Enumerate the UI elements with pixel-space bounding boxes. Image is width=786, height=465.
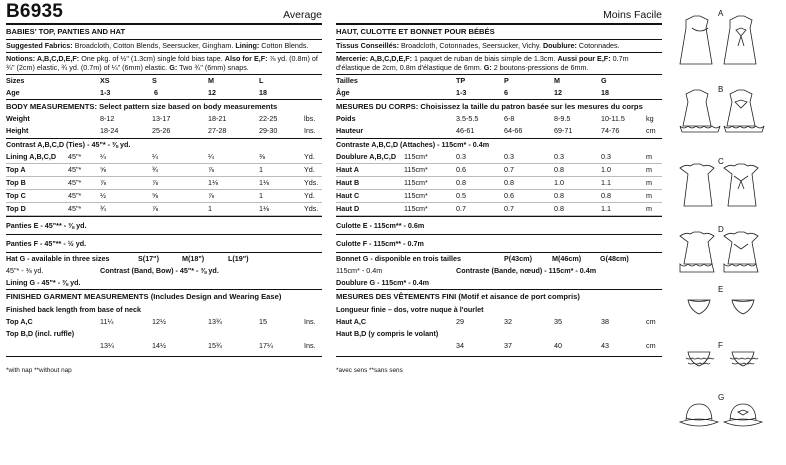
sizes-row-fr: Tailles TP P M G bbox=[336, 75, 607, 85]
hat-row: Hat G - available in three sizes S(17") M(18") L(19") bbox=[6, 254, 249, 264]
hat-row-fr: Bonnet G - disponible en trois tailles P(43cm) M(46cm) G(48cm) bbox=[336, 254, 629, 264]
fabric-label: Doublure A,B,C,D bbox=[336, 152, 397, 162]
footnote-fr: *avec sens **sans sens bbox=[336, 366, 403, 374]
fabric-row bbox=[6, 177, 322, 189]
hat-fabric-row-fr: 115cm* - 0.4m Contraste (Bande, nœud) - 115cm* - 0.4m bbox=[336, 266, 597, 276]
top-bd-label-row: Top B,D (incl. ruffle) bbox=[6, 328, 75, 338]
fabric-unit: Yd. bbox=[304, 165, 315, 175]
panties-e: Panties E - 45"** - ⅜ yd. bbox=[6, 221, 87, 231]
fabric-row bbox=[336, 203, 662, 215]
fabric-width: 115cm* bbox=[404, 204, 428, 214]
fabric-row bbox=[6, 164, 322, 176]
fabric-amount: ¾ bbox=[100, 204, 106, 214]
fabric-width: 115cm* bbox=[404, 191, 428, 201]
fabric-width: 45"* bbox=[68, 152, 82, 162]
fabric-width: 45"* bbox=[68, 178, 82, 188]
title-bar-fr bbox=[336, 0, 662, 22]
view-label-d: D bbox=[718, 225, 724, 234]
body-measurements-title-fr: MESURES DU CORPS: Choisissez la taille du patron basée sur les mesures du corps bbox=[336, 101, 643, 111]
view-illustrations bbox=[672, 0, 786, 465]
notions-fr: Mercerie: A,B,C,D,E,F: 1 paquet de ruban de biais simple de 1.3cm. Aussi pour E,F: 0.7m d'élastique de 2cm, 0.8m d'élastique de 6mm. G: 2 boutons-pressions de 6mm. bbox=[336, 53, 629, 72]
fabric-amount: ⅞ bbox=[100, 178, 106, 188]
fabric-label: Haut D bbox=[336, 204, 360, 214]
fabric-label: Top B bbox=[6, 178, 26, 188]
fabric-amount: 0.7 bbox=[504, 204, 514, 214]
height-row-fr: Hauteur 46-61 64-66 69-71 74-76 cm bbox=[336, 126, 656, 136]
fabric-amount: ⅝ bbox=[152, 191, 158, 201]
fabric-unit: m bbox=[646, 152, 652, 162]
view-label-g: G bbox=[718, 393, 725, 402]
finished-title: FINISHED GARMENT MEASUREMENTS (Includes Design and Wearing Ease) bbox=[6, 292, 282, 302]
garment-title-fr: HAUT, CULOTTE ET BONNET POUR BÉBÉS bbox=[336, 27, 495, 36]
view-c-illustration bbox=[680, 157, 758, 206]
fabric-amount: 1.0 bbox=[554, 178, 564, 188]
fabric-amount: ⅜ bbox=[259, 152, 265, 162]
fabric-amount: 1 bbox=[259, 191, 263, 201]
fabric-amount: 0.3 bbox=[504, 152, 514, 162]
weight-row-fr: Poids 3.5-5.5 6-8 8-9.5 10-11.5 kg bbox=[336, 114, 654, 124]
fabric-amount: 0.7 bbox=[504, 165, 514, 175]
fabric-amount: 0.8 bbox=[504, 178, 514, 188]
fabric-unit: Yds. bbox=[304, 204, 319, 214]
fabric-amount: 0.5 bbox=[456, 191, 466, 201]
suggested-fabrics-fr: Tissus Conseillés: Broadcloth, Cotonnades, Seersucker, Vichy. Doublure: Cotonnades. bbox=[336, 40, 620, 50]
difficulty-label-fr: Moins Facile bbox=[603, 9, 662, 21]
view-label-a: A bbox=[718, 9, 724, 18]
fabric-label: Lining A,B,C,D bbox=[6, 152, 57, 162]
english-column bbox=[6, 0, 322, 377]
fabric-label: Top C bbox=[6, 191, 26, 201]
fabric-label: Haut B bbox=[336, 178, 360, 188]
difficulty-label: Average bbox=[283, 9, 322, 21]
fabric-row bbox=[6, 190, 322, 202]
fabric-amount: 0.8 bbox=[601, 191, 611, 201]
fabric-amount: 0.3 bbox=[456, 152, 466, 162]
height-row: Height 18-24 25-26 27-28 29-30 Ins. bbox=[6, 126, 316, 136]
fabric-label: Haut C bbox=[336, 191, 360, 201]
fabric-amount: ¼ bbox=[100, 152, 106, 162]
fabric-amount: 0.8 bbox=[554, 191, 564, 201]
fabric-unit: m bbox=[646, 178, 652, 188]
finished-subtitle: Finished back length from base of neck bbox=[6, 304, 141, 314]
fabric-unit: Yd. bbox=[304, 191, 315, 201]
fabric-row bbox=[336, 177, 662, 189]
view-g-illustration bbox=[680, 393, 762, 426]
fabric-amount: 0.3 bbox=[601, 152, 611, 162]
top-bd-row: 13¼ 14½ 15¾ 17¼ Ins. bbox=[100, 340, 316, 350]
fabric-amount: 1⅛ bbox=[259, 204, 269, 214]
fabric-amount: 0.3 bbox=[554, 152, 564, 162]
fabric-width: 45"* bbox=[68, 191, 82, 201]
fabric-label: Top A bbox=[6, 165, 26, 175]
fabric-unit: m bbox=[646, 165, 652, 175]
fabric-amount: 1⅛ bbox=[259, 178, 269, 188]
age-row-fr: Âge 1-3 6 12 18 bbox=[336, 87, 609, 97]
fabric-amount: ⅝ bbox=[100, 165, 106, 175]
lining-g: Lining G - 45"* - ⅜ yd. bbox=[6, 278, 81, 288]
fabric-amount: 1 bbox=[259, 165, 263, 175]
fabric-amount: ¼ bbox=[152, 152, 158, 162]
view-label-c: C bbox=[718, 157, 724, 166]
fabric-row bbox=[6, 203, 322, 215]
fabric-width: 45"* bbox=[68, 165, 82, 175]
fabric-amount: 0.7 bbox=[456, 204, 466, 214]
age-row: Age 1-3 6 12 18 bbox=[6, 87, 267, 97]
contrast-line: Contrast A,B,C,D (Ties) - 45"* - ⅜ yd. bbox=[6, 140, 131, 150]
panties-f: Panties F - 45"** - ½ yd. bbox=[6, 239, 87, 249]
fabric-amount: 1.0 bbox=[601, 165, 611, 175]
fabric-amount: ⅞ bbox=[152, 178, 158, 188]
sizes-row: Sizes XS S M L bbox=[6, 75, 264, 85]
finished-title-fr: MESURES DES VÊTEMENTS FINI (Motif et aisance de port compris) bbox=[336, 292, 580, 302]
fabric-amount: ⅞ bbox=[152, 204, 158, 214]
fabric-row bbox=[336, 190, 662, 202]
view-label-f: F bbox=[718, 341, 723, 350]
fabric-width: 115cm* bbox=[404, 152, 428, 162]
fabric-unit: m bbox=[646, 204, 652, 214]
view-b-illustration bbox=[680, 85, 764, 132]
body-measurements-title: BODY MEASUREMENTS: Select pattern size based on body measurements bbox=[6, 101, 278, 111]
fabric-table bbox=[6, 151, 322, 216]
fabric-table-fr bbox=[336, 151, 662, 216]
view-f-illustration bbox=[686, 341, 758, 366]
fabric-label: Haut A bbox=[336, 165, 359, 175]
fabric-amount: 0.8 bbox=[554, 165, 564, 175]
footnote: *with nap **without nap bbox=[6, 366, 72, 374]
title-bar bbox=[6, 0, 322, 22]
fabric-row bbox=[6, 151, 322, 163]
fabric-amount: 1.1 bbox=[601, 178, 611, 188]
top-ac-row: Top A,C 11¼ 12½ 13¾ 15 Ins. bbox=[6, 316, 316, 326]
notions: Notions: A,B,C,D,E,F: One pkg. of ½" (1.3cm) single fold bias tape. Also for E,F: ⅞ yd. (0.8m) of ¾" (2cm) elastic, ¾ yd. (0.7m) of ¼" (6mm) elastic. G: Two ¾" (6mm) snaps. bbox=[6, 53, 318, 72]
fabric-width: 115cm* bbox=[404, 165, 428, 175]
top-ac-row-fr: Haut A,C 29 32 35 38 cm bbox=[336, 316, 656, 326]
fabric-amount: 0.6 bbox=[504, 191, 514, 201]
fabric-amount: 1⅛ bbox=[208, 178, 218, 188]
fabric-amount: 1 bbox=[208, 204, 212, 214]
fabric-unit: m bbox=[646, 191, 652, 201]
suggested-fabrics: Suggested Fabrics: Broadcloth, Cotton Blends, Seersucker, Gingham. Lining: Cotton Blends. bbox=[6, 40, 309, 50]
fabric-amount: 1.1 bbox=[601, 204, 611, 214]
fabric-unit: Yd. bbox=[304, 152, 315, 162]
view-a-illustration bbox=[680, 9, 756, 64]
hat-fabric-row: 45"* - ⅜ yd. Contrast (Band, Bow) - 45"* - ⅜ yd. bbox=[6, 266, 219, 276]
fabric-amount: ⅞ bbox=[208, 191, 214, 201]
view-label-e: E bbox=[718, 285, 724, 294]
fabric-amount: 0.6 bbox=[456, 165, 466, 175]
fabric-width: 45"* bbox=[68, 204, 82, 214]
fabric-width: 115cm* bbox=[404, 178, 428, 188]
top-bd-label-row-fr: Haut B,D (y compris le volant) bbox=[336, 328, 439, 338]
fabric-amount: ¾ bbox=[152, 165, 158, 175]
view-e-illustration bbox=[688, 285, 754, 314]
fabric-amount: 0.8 bbox=[554, 204, 564, 214]
view-d-illustration bbox=[680, 225, 758, 272]
fabric-label: Top D bbox=[6, 204, 26, 214]
weight-row: Weight 8-12 13-17 18-21 22-25 lbs. bbox=[6, 114, 316, 124]
fabric-amount: ½ bbox=[100, 191, 106, 201]
panties-e-fr: Culotte E - 115cm** - 0.6m bbox=[336, 221, 425, 231]
garment-title: BABIES' TOP, PANTIES AND HAT bbox=[6, 27, 126, 36]
panties-f-fr: Culotte F - 115cm** - 0.7m bbox=[336, 239, 424, 249]
top-bd-row-fr: 34 37 40 43 cm bbox=[456, 340, 656, 350]
contrast-line-fr: Contraste A,B,C,D (Attaches) - 115cm* - 0.4m bbox=[336, 140, 490, 150]
fabric-amount: ⅞ bbox=[208, 165, 214, 175]
view-label-b: B bbox=[718, 85, 724, 94]
french-column bbox=[336, 0, 662, 377]
fabric-amount: 0.8 bbox=[456, 178, 466, 188]
fabric-row bbox=[336, 151, 662, 163]
finished-subtitle-fr: Longueur finie – dos, votre nuque à l'ourlet bbox=[336, 304, 484, 314]
fabric-unit: Yds. bbox=[304, 178, 319, 188]
pattern-number: B6935 bbox=[6, 1, 63, 22]
fabric-amount: ¼ bbox=[208, 152, 214, 162]
lining-g-fr: Doublure G - 115cm* - 0.4m bbox=[336, 278, 430, 288]
fabric-row bbox=[336, 164, 662, 176]
